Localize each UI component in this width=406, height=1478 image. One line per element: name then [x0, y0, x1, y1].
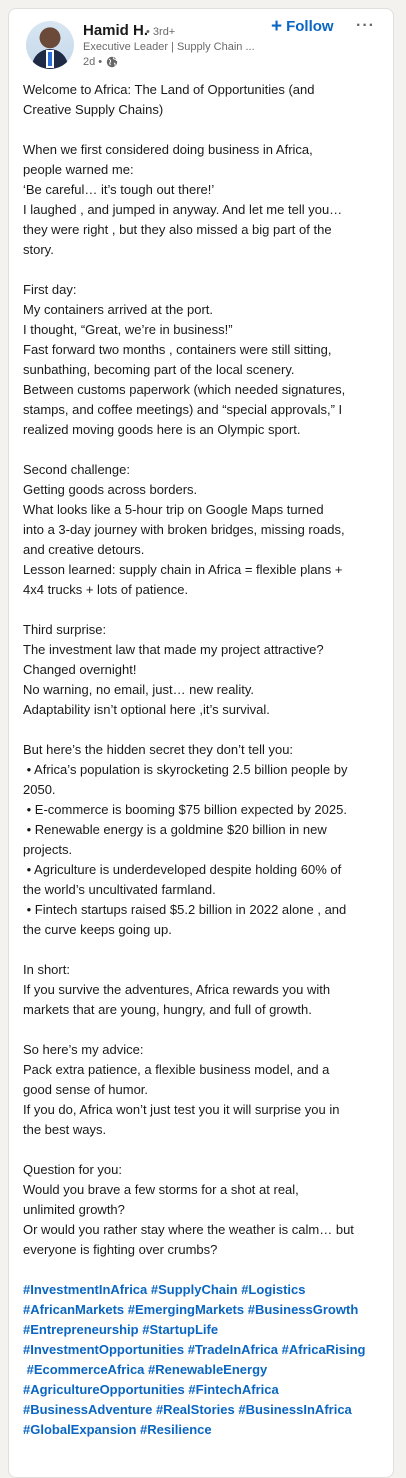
- post-line: My containers arrived at the port.: [23, 302, 214, 317]
- hashtag-link[interactable]: #SupplyChain: [150, 1282, 238, 1297]
- hashtag-line: [23, 1340, 385, 1360]
- post-meta: [83, 56, 118, 68]
- post-line: good sense of humor.: [23, 1082, 149, 1097]
- hashtag-link[interactable]: #Entrepreneurship: [23, 1322, 139, 1337]
- post-line: First day:: [23, 282, 77, 297]
- hashtag-link[interactable]: #Logistics: [241, 1282, 306, 1297]
- hashtag-link[interactable]: #BusinessInAfrica: [238, 1402, 352, 1417]
- post-line: In short:: [23, 962, 70, 977]
- post-line: [23, 720, 385, 740]
- post-line: I thought, “Great, we’re in business!”: [23, 322, 233, 337]
- post-line: If you do, Africa won’t just test you it will surprise you in: [23, 1102, 340, 1117]
- post-line: unlimited growth?: [23, 1202, 125, 1217]
- post-line: Getting goods across borders.: [23, 482, 198, 497]
- post-line: Question for you:: [23, 1162, 122, 1177]
- hashtag-link[interactable]: #InvestmentInAfrica: [23, 1282, 148, 1297]
- post-line: What looks like a 5-hour trip on Google Maps turned: [23, 502, 324, 517]
- hashtag-link[interactable]: #StartupLife: [142, 1322, 219, 1337]
- post-line: [23, 940, 385, 960]
- post-line: No warning, no email, just… new reality.: [23, 682, 254, 697]
- plus-icon: +: [271, 15, 283, 37]
- post-line: [23, 1140, 385, 1160]
- post-line: Welcome to Africa: The Land of Opportunities (and: [23, 82, 315, 97]
- post-line: they were right , but they also missed a big part of the: [23, 222, 332, 237]
- hashtag-line: [23, 1300, 385, 1320]
- hashtag-link[interactable]: #EmergingMarkets: [127, 1302, 245, 1317]
- post-line: • Fintech startups raised $5.2 billion in 2022 alone , and: [23, 902, 347, 917]
- hashtag-link[interactable]: #FintechAfrica: [188, 1382, 279, 1397]
- post-line: [23, 260, 385, 280]
- hashtag-link[interactable]: #InvestmentOpportunities: [23, 1342, 185, 1357]
- post-line: into a 3-day journey with broken bridges, missing roads,: [23, 522, 345, 537]
- hashtag-link[interactable]: #AgricultureOpportunities: [23, 1382, 185, 1397]
- post-line: markets that are young, hungry, and full of growth.: [23, 1002, 312, 1017]
- post-line: Pack extra patience, a flexible business model, and a: [23, 1062, 330, 1077]
- hashtag-link[interactable]: #RenewableEnergy: [148, 1362, 268, 1377]
- post-line: When we first considered doing business in Africa,: [23, 142, 313, 157]
- post-line: everyone is fighting over crumbs?: [23, 1242, 218, 1257]
- post-line: people warned me:: [23, 162, 134, 177]
- post-line: • Renewable energy is a goldmine $20 billion in new: [23, 822, 327, 837]
- post-card: [8, 8, 394, 1478]
- post-line: • Agriculture is underdeveloped despite holding 60% of: [23, 862, 342, 877]
- post-time: 2d •: [83, 56, 103, 68]
- post-line: • Africa’s population is skyrocketing 2.5 billion people by: [23, 762, 348, 777]
- post-line: 4x4 trucks + lots of patience.: [23, 582, 189, 597]
- post-line: projects.: [23, 842, 73, 857]
- hashtag-line: [23, 1420, 385, 1440]
- post-line: The investment law that made my project attractive?: [23, 642, 324, 657]
- post-line: [23, 1020, 385, 1040]
- author-name[interactable]: Hamid H.: [83, 22, 149, 39]
- hashtag-block: [23, 1280, 385, 1440]
- avatar-tie: [48, 52, 52, 66]
- post-line: the best ways.: [23, 1122, 107, 1137]
- follow-label: Follow: [286, 18, 334, 35]
- hashtag-link[interactable]: #BusinessGrowth: [247, 1302, 359, 1317]
- post-line: [23, 440, 385, 460]
- hashtag-line: [23, 1320, 385, 1340]
- hashtag-line: [23, 1380, 385, 1400]
- post-line: 2050.: [23, 782, 56, 797]
- globe-icon: [106, 56, 118, 68]
- author-headline: Executive Leader | Supply Chain ...: [83, 41, 255, 53]
- post-line: [23, 120, 385, 140]
- post-line: Changed overnight!: [23, 662, 137, 677]
- hashtag-line: [23, 1360, 385, 1380]
- connection-degree: • 3rd+: [146, 26, 176, 38]
- post-line: the curve keeps going up.: [23, 922, 172, 937]
- post-line: and creative detours.: [23, 542, 145, 557]
- post-line: ‘Be careful… it’s tough out there!’: [23, 182, 215, 197]
- hashtag-link[interactable]: #GlobalExpansion: [23, 1422, 137, 1437]
- post-line: Fast forward two months , containers were still sitting,: [23, 342, 332, 357]
- post-line: Adaptability isn’t optional here ,it’s survival.: [23, 702, 270, 717]
- post-line: the world’s uncultivated farmland.: [23, 882, 216, 897]
- post-line: realized moving goods here is an Olympic sport.: [23, 422, 301, 437]
- more-icon[interactable]: ···: [356, 17, 375, 34]
- hashtag-link[interactable]: #Resilience: [140, 1422, 212, 1437]
- hashtag-link[interactable]: #EcommerceAfrica: [23, 1362, 145, 1377]
- follow-button[interactable]: [271, 15, 334, 37]
- hashtag-link[interactable]: #RealStories: [155, 1402, 235, 1417]
- post-line: So here’s my advice:: [23, 1042, 144, 1057]
- hashtag-link[interactable]: #AfricaRising: [281, 1342, 366, 1357]
- hashtag-link[interactable]: #AfricanMarkets: [23, 1302, 125, 1317]
- post-line: I laughed , and jumped in anyway. And let me tell you…: [23, 202, 343, 217]
- hashtag-line: [23, 1280, 385, 1300]
- post-text: [23, 80, 385, 1260]
- post-line: Between customs paperwork (which needed signatures,: [23, 382, 346, 397]
- hashtag-link[interactable]: #BusinessAdventure: [23, 1402, 153, 1417]
- post-line: Creative Supply Chains): [23, 102, 164, 117]
- post-line: Lesson learned: supply chain in Africa = flexible plans +: [23, 562, 343, 577]
- post-line: story.: [23, 242, 54, 257]
- post-line: sunbathing, becoming part of the local scenery.: [23, 362, 295, 377]
- post-line: But here’s the hidden secret they don’t tell you:: [23, 742, 294, 757]
- post-line: Would you brave a few storms for a shot at real,: [23, 1182, 299, 1197]
- post-line: Or would you rather stay where the weather is calm… but: [23, 1222, 354, 1237]
- hashtag-link[interactable]: #TradeInAfrica: [187, 1342, 279, 1357]
- post-line: If you survive the adventures, Africa rewards you with: [23, 982, 331, 997]
- post-line: • E-commerce is booming $75 billion expected by 2025.: [23, 802, 347, 817]
- post-line: Second challenge:: [23, 462, 130, 477]
- avatar[interactable]: [26, 21, 74, 69]
- post-line: [23, 600, 385, 620]
- post-line: stamps, and coffee meetings) and “special approvals,” I: [23, 402, 343, 417]
- post-line: Third surprise:: [23, 622, 107, 637]
- hashtag-line: [23, 1400, 385, 1420]
